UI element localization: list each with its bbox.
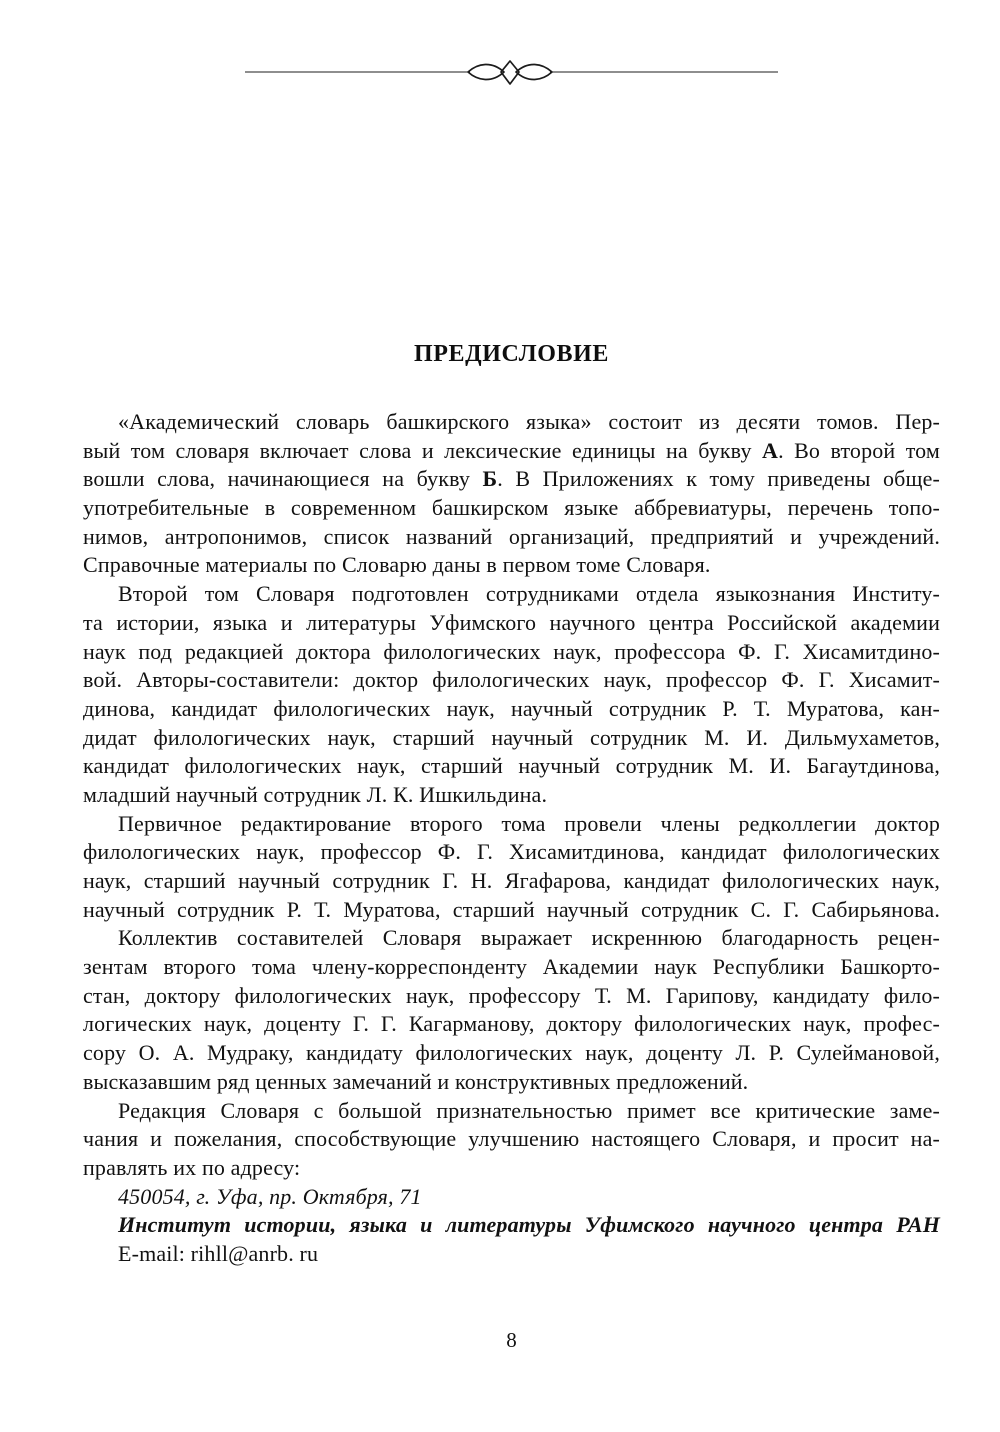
text-line	[83, 465, 940, 494]
text-line: дидат филологических наук, старший научный сотрудник М. И. Дильмухаметов,	[83, 724, 940, 750]
text-line: младший научный сотрудник Л. К. Ишкильдина.	[83, 781, 548, 807]
text-line: наук, старший научный сотрудник Г. Н. Ягафарова, кандидат филологических наук,	[83, 868, 940, 893]
text-segment: . В Приложениях к тому приведены обще-	[497, 466, 941, 492]
text-line: употребительные в современном башкирском языке аббревиатуры, перечень топо-	[83, 495, 940, 521]
page-title: ПРЕДИСЛОВИЕ	[413, 341, 610, 367]
bold-letter: А	[762, 437, 779, 463]
text-line: сору О. А. Мудраку, кандидату филологических наук, доценту Л. Р. Сулеймановой,	[83, 1040, 940, 1066]
text-line: динова, кандидат филологических наук, научный сотрудник Р. Т. Муратова, кан-	[83, 695, 940, 721]
text-line: кандидат филологических наук, старший научный сотрудник М. И. Багаутдинова,	[83, 753, 940, 779]
text-line: стан, доктору филологических наук, профессору Т. М. Гарипову, кандидату фило-	[83, 982, 940, 1008]
paragraph	[83, 408, 940, 580]
paragraph	[83, 1097, 940, 1183]
text-line: научный сотрудник Р. Т. Муратова, старший научный сотрудник С. Г. Сабирьянова.	[83, 896, 940, 922]
top-ornament-divider	[240, 56, 785, 90]
paragraph	[83, 924, 940, 1096]
text-line: чания и пожелания, способствующие улучшению настоящего Словаря, и просит на-	[83, 1126, 940, 1152]
address-block	[83, 1183, 940, 1269]
text-line: зентам второго тома члену-корреспонденту Академии наук Республики Башкорто-	[83, 954, 940, 980]
text-segment: вый том словаря включает слова и лексические единицы на букву	[83, 437, 763, 463]
text-line: «Академический словарь башкирского языка» состоит из десяти томов. Пер-	[118, 409, 940, 434]
text-line: та истории, языка и литературы Уфимского научного центра Российской академии	[83, 609, 940, 635]
text-line: правлять их по адресу:	[83, 1154, 301, 1180]
text-line: логических наук, доценту Г. Г. Кагарманову, доктору филологических наук, профес-	[83, 1011, 940, 1037]
text-segment: . Во второй том	[778, 437, 940, 463]
address-institution: Институт истории, языка и литературы Уфимского научного центра РАН	[118, 1212, 940, 1238]
text-line: вой. Авторы-составители: доктор филологических наук, профессор Ф. Г. Хисамит-	[83, 667, 940, 693]
text-segment: вошли слова, начинающиеся на букву	[83, 466, 483, 492]
text-line: нимов, антропонимов, список названий организаций, предприятий и учреждений.	[83, 523, 940, 549]
paragraph	[83, 810, 940, 925]
text-line: Справочные материалы по Словарю даны в первом томе Словаря.	[83, 552, 711, 578]
text-line: филологических наук, профессор Ф. Г. Хисамитдинова, кандидат филологических	[83, 839, 940, 865]
text-line	[83, 437, 940, 466]
address-email: E-mail: rihll@anrb. ru	[118, 1240, 319, 1266]
text-line: Редакция Словаря с большой признательностью примет все критические заме-	[118, 1097, 940, 1123]
paragraph	[83, 580, 940, 810]
ornament-icon	[468, 61, 552, 84]
address-postal: 450054, г. Уфа, пр. Октября, 71	[118, 1183, 422, 1209]
text-line: высказавшим ряд ценных замечаний и конструктивных предложений.	[83, 1068, 749, 1094]
text-line: наук под редакцией доктора филологических наук, профессора Ф. Г. Хисамитдино-	[83, 638, 940, 664]
page-number: 8	[506, 1328, 517, 1352]
bold-letter: Б	[482, 466, 498, 492]
text-line: Второй том Словаря подготовлен сотрудниками отдела языкознания Институ-	[118, 581, 940, 607]
text-line: Коллектив составителей Словаря выражает искреннюю благодарность рецен-	[118, 925, 940, 951]
text-line: Первичное редактирование второго тома провели члены редколлегии доктор	[118, 810, 940, 836]
preface-body	[83, 408, 940, 1269]
